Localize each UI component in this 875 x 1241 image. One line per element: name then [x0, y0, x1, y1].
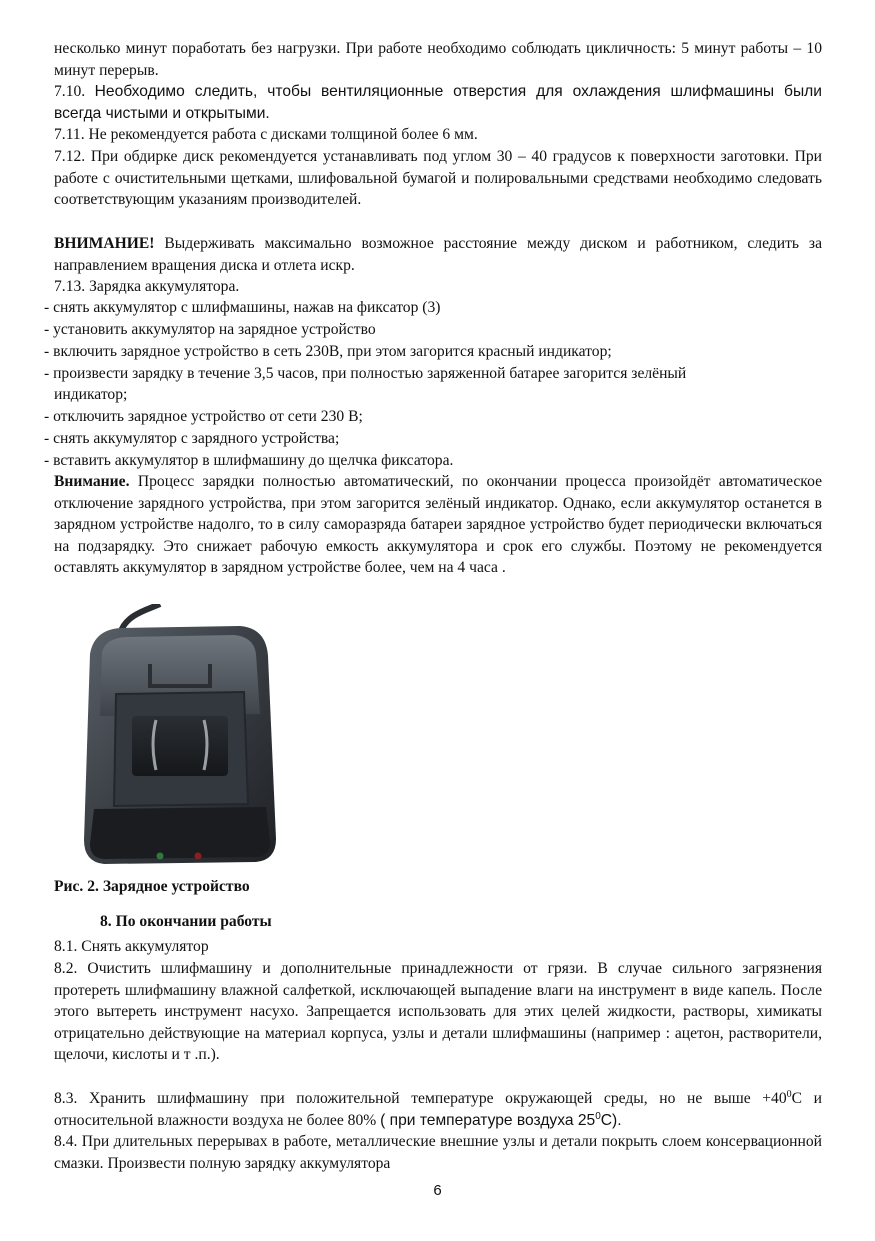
battery-charger-photo — [80, 604, 280, 868]
paragraph-8-4: 8.4. При длительных перерывах в работе, металлические внешние узлы и детали покрыть слоем консервационной смазки. Произвести полную зарядку аккумулятора — [54, 1133, 822, 1172]
charging-step: - снять аккумулятор с шлифмашины, нажав на фиксатор (3) — [44, 299, 441, 316]
red-indicator-icon — [195, 853, 202, 860]
paragraph-7-12: 7.12. При обдирке диск рекомендуется устанавливать под углом 30 – 40 градусов к поверхности заготовки. При работе с очистительными щетками, шлифовальной бумагой и полировальными средствами необходимо следовать соответствующим указаниям производителей. — [54, 148, 822, 209]
charging-step: - вставить аккумулятор в шлифмашину до щелчка фиксатора. — [44, 452, 454, 469]
paragraph-8-3: 8.3. Хранить шлифмашину при положительной температуре окружающей среды, но не выше $+40^0С$ и относительной влажности воздуха не более 80% ( при температуре воздуха $25^0С$). — [54, 1088, 822, 1129]
intro-paragraph: несколько минут поработать без нагрузки. При работе необходимо соблюдать цикличность: 5 минут работы – 10 минут перерыв. — [54, 40, 822, 79]
charging-step: - снять аккумулятор с зарядного устройства; — [44, 430, 340, 447]
charging-step-continued: индикатор; — [54, 386, 128, 403]
figure-caption: Рис. 2. Зарядное устройство — [54, 878, 250, 895]
section-heading: 8. По окончании работы — [100, 913, 272, 930]
note-label: Внимание. — [54, 473, 130, 490]
paragraph-7-13: 7.13. Зарядка аккумулятора. — [54, 278, 240, 295]
paragraph-8-1: 8.1. Снять аккумулятор — [54, 938, 209, 955]
battery-charger-icon — [80, 604, 280, 868]
charging-step: - установить аккумулятор на зарядное устройство — [44, 321, 376, 338]
warning-paragraph — [54, 233, 822, 276]
charging-step: - включить зарядное устройство в сеть 230В, при этом загорится красный индикатор; — [44, 343, 612, 360]
paragraph-text: Необходимо следить, чтобы вентиляционные отверстия для охлаждения шлифмашины были всегда чистыми и открытыми. — [54, 83, 822, 122]
note-text: Процесс зарядки полностью автоматический, по окончании процесса произойдёт автоматическое отключение зарядного устройства, при этом загорится зелёный индикатор. Однако, если аккумулятор останется в зарядном устройстве надолго, то в силу саморазряда батареи зарядное устройство будет периодически включаться на подзарядку. Это снижает рабочую емкость аккумулятора и срок его службы. Поэтому не рекомендуется оставлять аккумулятор в зарядном устройстве более, чем на 4 часа . — [54, 473, 822, 577]
paragraph-number: 7.10. — [54, 83, 86, 100]
paragraph-8-2: 8.2. Очистить шлифмашину и дополнительные принадлежности от грязи. В случае сильного загрязнения протереть шлифмашину влажной салфеткой, исключающей выпадение влаги на инструмент в виде капель. После этого вытереть инструмент насухо. Запрещается использовать для этих целей жидкости, растворы, химикаты отрицательно действующие на материал корпуса, узлы и детали шлифмашины (например : ацетон, растворители, щелочи, кислоты и т .п.). — [54, 960, 822, 1064]
charging-step: - отключить зарядное устройство от сети 230 В; — [44, 408, 363, 425]
charging-note-paragraph — [54, 471, 822, 579]
page-number: 6 — [433, 1182, 442, 1199]
paragraph-7-11: 7.11. Не рекомендуется работа с дисками толщиной более 6 мм. — [54, 126, 478, 143]
green-indicator-icon — [157, 853, 164, 860]
paragraph-7-10 — [54, 81, 822, 124]
charging-step: - произвести зарядку в течение 3,5 часов, при полностью заряженной батарее загорится зелёный — [44, 365, 687, 382]
warning-text: Выдерживать максимально возможное расстояние между диском и работником, следить за направлением вращения диска и отлета искр. — [54, 235, 822, 274]
warning-label: ВНИМАНИЕ! — [54, 235, 155, 252]
